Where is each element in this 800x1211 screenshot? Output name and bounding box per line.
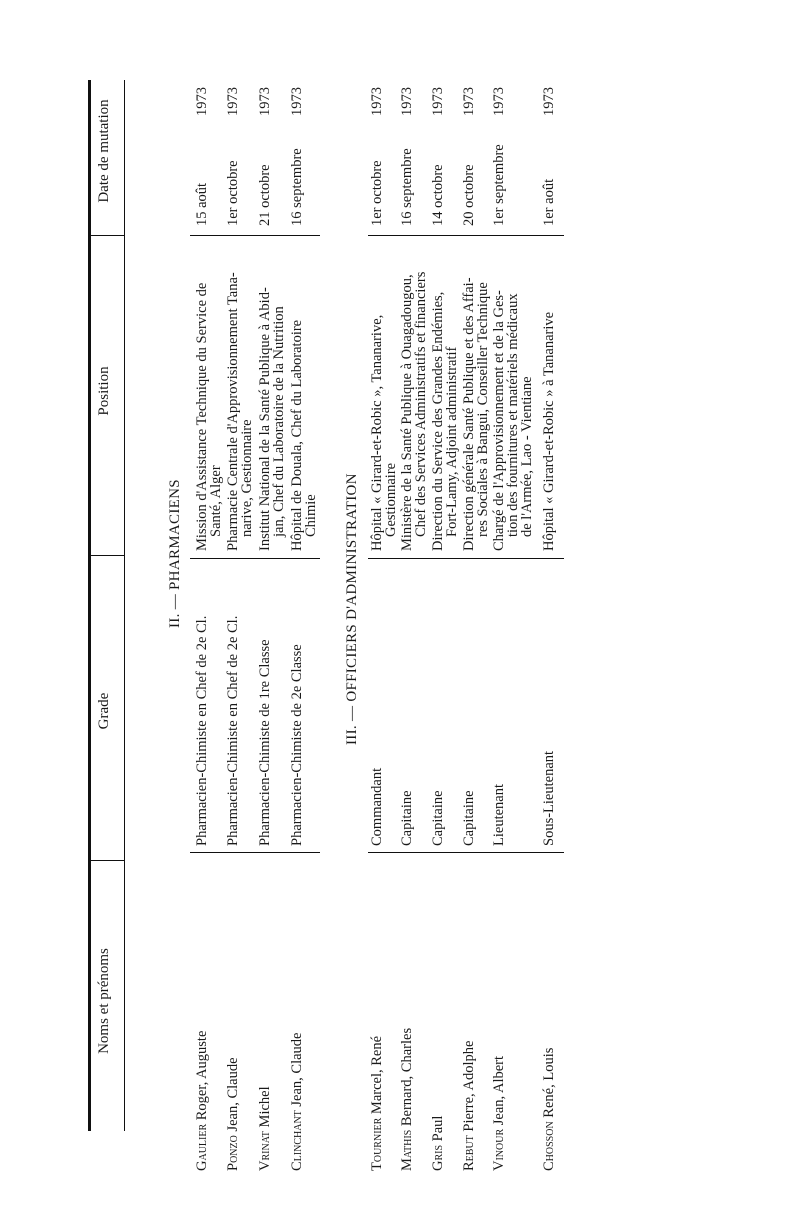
table-row <box>492 1056 506 1171</box>
given-names: René, Louis <box>541 1047 557 1118</box>
year-cell: 1973 <box>194 87 210 116</box>
position-line: Chimie <box>303 494 319 537</box>
position-cell <box>290 320 318 551</box>
sec2-rule-b <box>368 558 564 559</box>
surname: Vinour <box>491 1128 507 1171</box>
year-cell: 1973 <box>461 87 477 116</box>
given-names: Marcel, René <box>369 1035 385 1115</box>
sec2-rule-a <box>368 852 564 853</box>
surname: Chosson <box>541 1121 557 1171</box>
position-line: de l'Armée, Lao - Vientiane <box>519 376 535 537</box>
position-line: Fort-Lamy, Adjoint administratif <box>444 346 460 537</box>
header-date: Date de mutation <box>96 99 112 203</box>
grade-cell: Pharmacien-Chimiste de 1re Classe <box>257 639 273 846</box>
sec2-rule-c <box>368 235 564 236</box>
position-line: Pharmacie Centrale d'Approvisionnement Tana- <box>225 272 241 551</box>
position-line: jan, Chef du Laboratoire de la Nutrition <box>271 306 287 537</box>
table-row <box>542 1048 556 1171</box>
surname: Gaulier <box>194 1123 210 1171</box>
date-cell: 20 octobre <box>461 164 477 226</box>
grade-cell: Pharmacien-Chimiste en Chef de 2e Cl. <box>225 615 241 846</box>
date-cell: 1er octobre <box>369 160 385 226</box>
year-cell: 1973 <box>491 87 507 116</box>
table-row <box>290 1033 304 1172</box>
grade-cell: Lieutenant <box>491 783 507 846</box>
header-name: Noms et prénoms <box>96 948 112 1054</box>
position-cell <box>370 315 398 551</box>
given-names: Roger, Auguste <box>194 1030 210 1121</box>
year-cell: 1973 <box>369 87 385 116</box>
year-cell: 1973 <box>289 87 305 116</box>
given-names: Jean, Claude <box>225 1057 241 1132</box>
date-cell: 15 août <box>194 182 210 226</box>
header-sep-3 <box>88 235 124 236</box>
grade-cell: Pharmacien-Chimiste en Chef de 2e Cl. <box>194 615 210 846</box>
date-cell: 1er septembre <box>491 144 507 226</box>
position-cell <box>492 290 534 551</box>
given-names: Pierre, Adolphe <box>461 1040 477 1132</box>
position-line: Santé, Alger <box>208 465 224 537</box>
year-cell: 1973 <box>430 87 446 116</box>
position-cell <box>258 287 286 551</box>
position-cell <box>400 272 428 551</box>
sec1-rule-a <box>190 852 320 853</box>
date-cell: 1er août <box>541 178 557 226</box>
header-sep-2 <box>88 555 124 556</box>
position-line: Mission d'Assistance Technique du Service de <box>194 282 210 551</box>
section-title-officiers: III. — OFFICIERS D'ADMINISTRATION <box>344 473 360 745</box>
grade-cell: Commandant <box>369 767 385 846</box>
surname: Vrinat <box>257 1131 273 1171</box>
table-row <box>226 1057 240 1171</box>
position-line: Direction générale Santé Publique et des Affai- <box>461 277 477 551</box>
table-row <box>370 1036 384 1171</box>
table-top-rule <box>88 80 91 1131</box>
position-cell <box>542 312 556 551</box>
year-cell: 1973 <box>225 87 241 116</box>
surname: Mathis <box>399 1129 415 1171</box>
surname: Clinchant <box>289 1110 305 1171</box>
date-cell: 16 septembre <box>399 148 415 226</box>
table-row <box>462 1041 476 1171</box>
date-cell: 14 octobre <box>430 164 446 226</box>
header-position: Position <box>96 366 112 416</box>
position-line: Chef des Services Administratifs et financiers <box>413 271 429 537</box>
position-line: Direction du Service des Grandes Endémies, <box>430 291 446 551</box>
position-line: Ministère de la Santé Publique à Ouagadougou, <box>399 274 415 551</box>
position-line: Gestionnaire <box>383 462 399 537</box>
position-line: Hôpital « Girard-et-Robic » à Tananarive <box>541 311 557 551</box>
grade-cell: Capitaine <box>399 790 415 846</box>
position-line: Institut National de la Santé Publique à Abid- <box>257 287 273 551</box>
position-line: res Sociales à Bangui, Conseiller Technique <box>475 282 491 537</box>
date-cell: 1er octobre <box>225 160 241 226</box>
surname: Ponzo <box>225 1135 241 1171</box>
surname: Gris <box>430 1144 446 1171</box>
year-cell: 1973 <box>257 87 273 116</box>
position-line: Hôpital de Douala, Chef du Laboratoire <box>289 319 305 551</box>
position-line: narive, Gestionnaire <box>239 419 255 537</box>
header-sep-1 <box>88 860 124 861</box>
position-line: Chargé de l'Approvisionnement et de la Ges- <box>491 290 507 551</box>
header-grade: Grade <box>96 692 112 730</box>
given-names: Paul <box>430 1115 446 1142</box>
header-bottom-rule <box>124 80 125 1131</box>
given-names: Jean, Claude <box>289 1032 305 1107</box>
grade-cell: Capitaine <box>430 790 446 846</box>
table-row <box>258 1086 272 1171</box>
grade-cell: Sous-Lieutenant <box>541 750 557 846</box>
grade-cell: Pharmacien-Chimiste de 2e Classe <box>289 644 305 846</box>
given-names: Jean, Albert <box>491 1055 507 1126</box>
year-cell: 1973 <box>541 87 557 116</box>
sec1-rule-c <box>190 235 320 236</box>
position-cell <box>431 292 459 551</box>
table-row <box>431 1116 445 1171</box>
given-names: Michel <box>257 1086 273 1128</box>
date-cell: 21 octobre <box>257 164 273 226</box>
date-cell: 16 septembre <box>289 148 305 226</box>
surname: Rebut <box>461 1135 477 1171</box>
table-row <box>195 1031 209 1171</box>
section-title-pharmaciens: II. — PHARMACIENS <box>167 479 183 628</box>
sec1-rule-b <box>190 558 320 559</box>
position-cell <box>195 283 223 551</box>
position-line: Hôpital « Girard-et-Robic », Tananarive, <box>369 314 385 551</box>
year-cell: 1973 <box>399 87 415 116</box>
grade-cell: Capitaine <box>461 790 477 846</box>
surname: Tournier <box>369 1117 385 1171</box>
given-names: Bernard, Charles <box>399 1027 415 1127</box>
position-cell <box>462 277 490 551</box>
position-cell <box>226 272 254 551</box>
position-line: tion des fournitures et matériels médicaux <box>505 293 521 537</box>
table-row <box>400 1028 414 1171</box>
